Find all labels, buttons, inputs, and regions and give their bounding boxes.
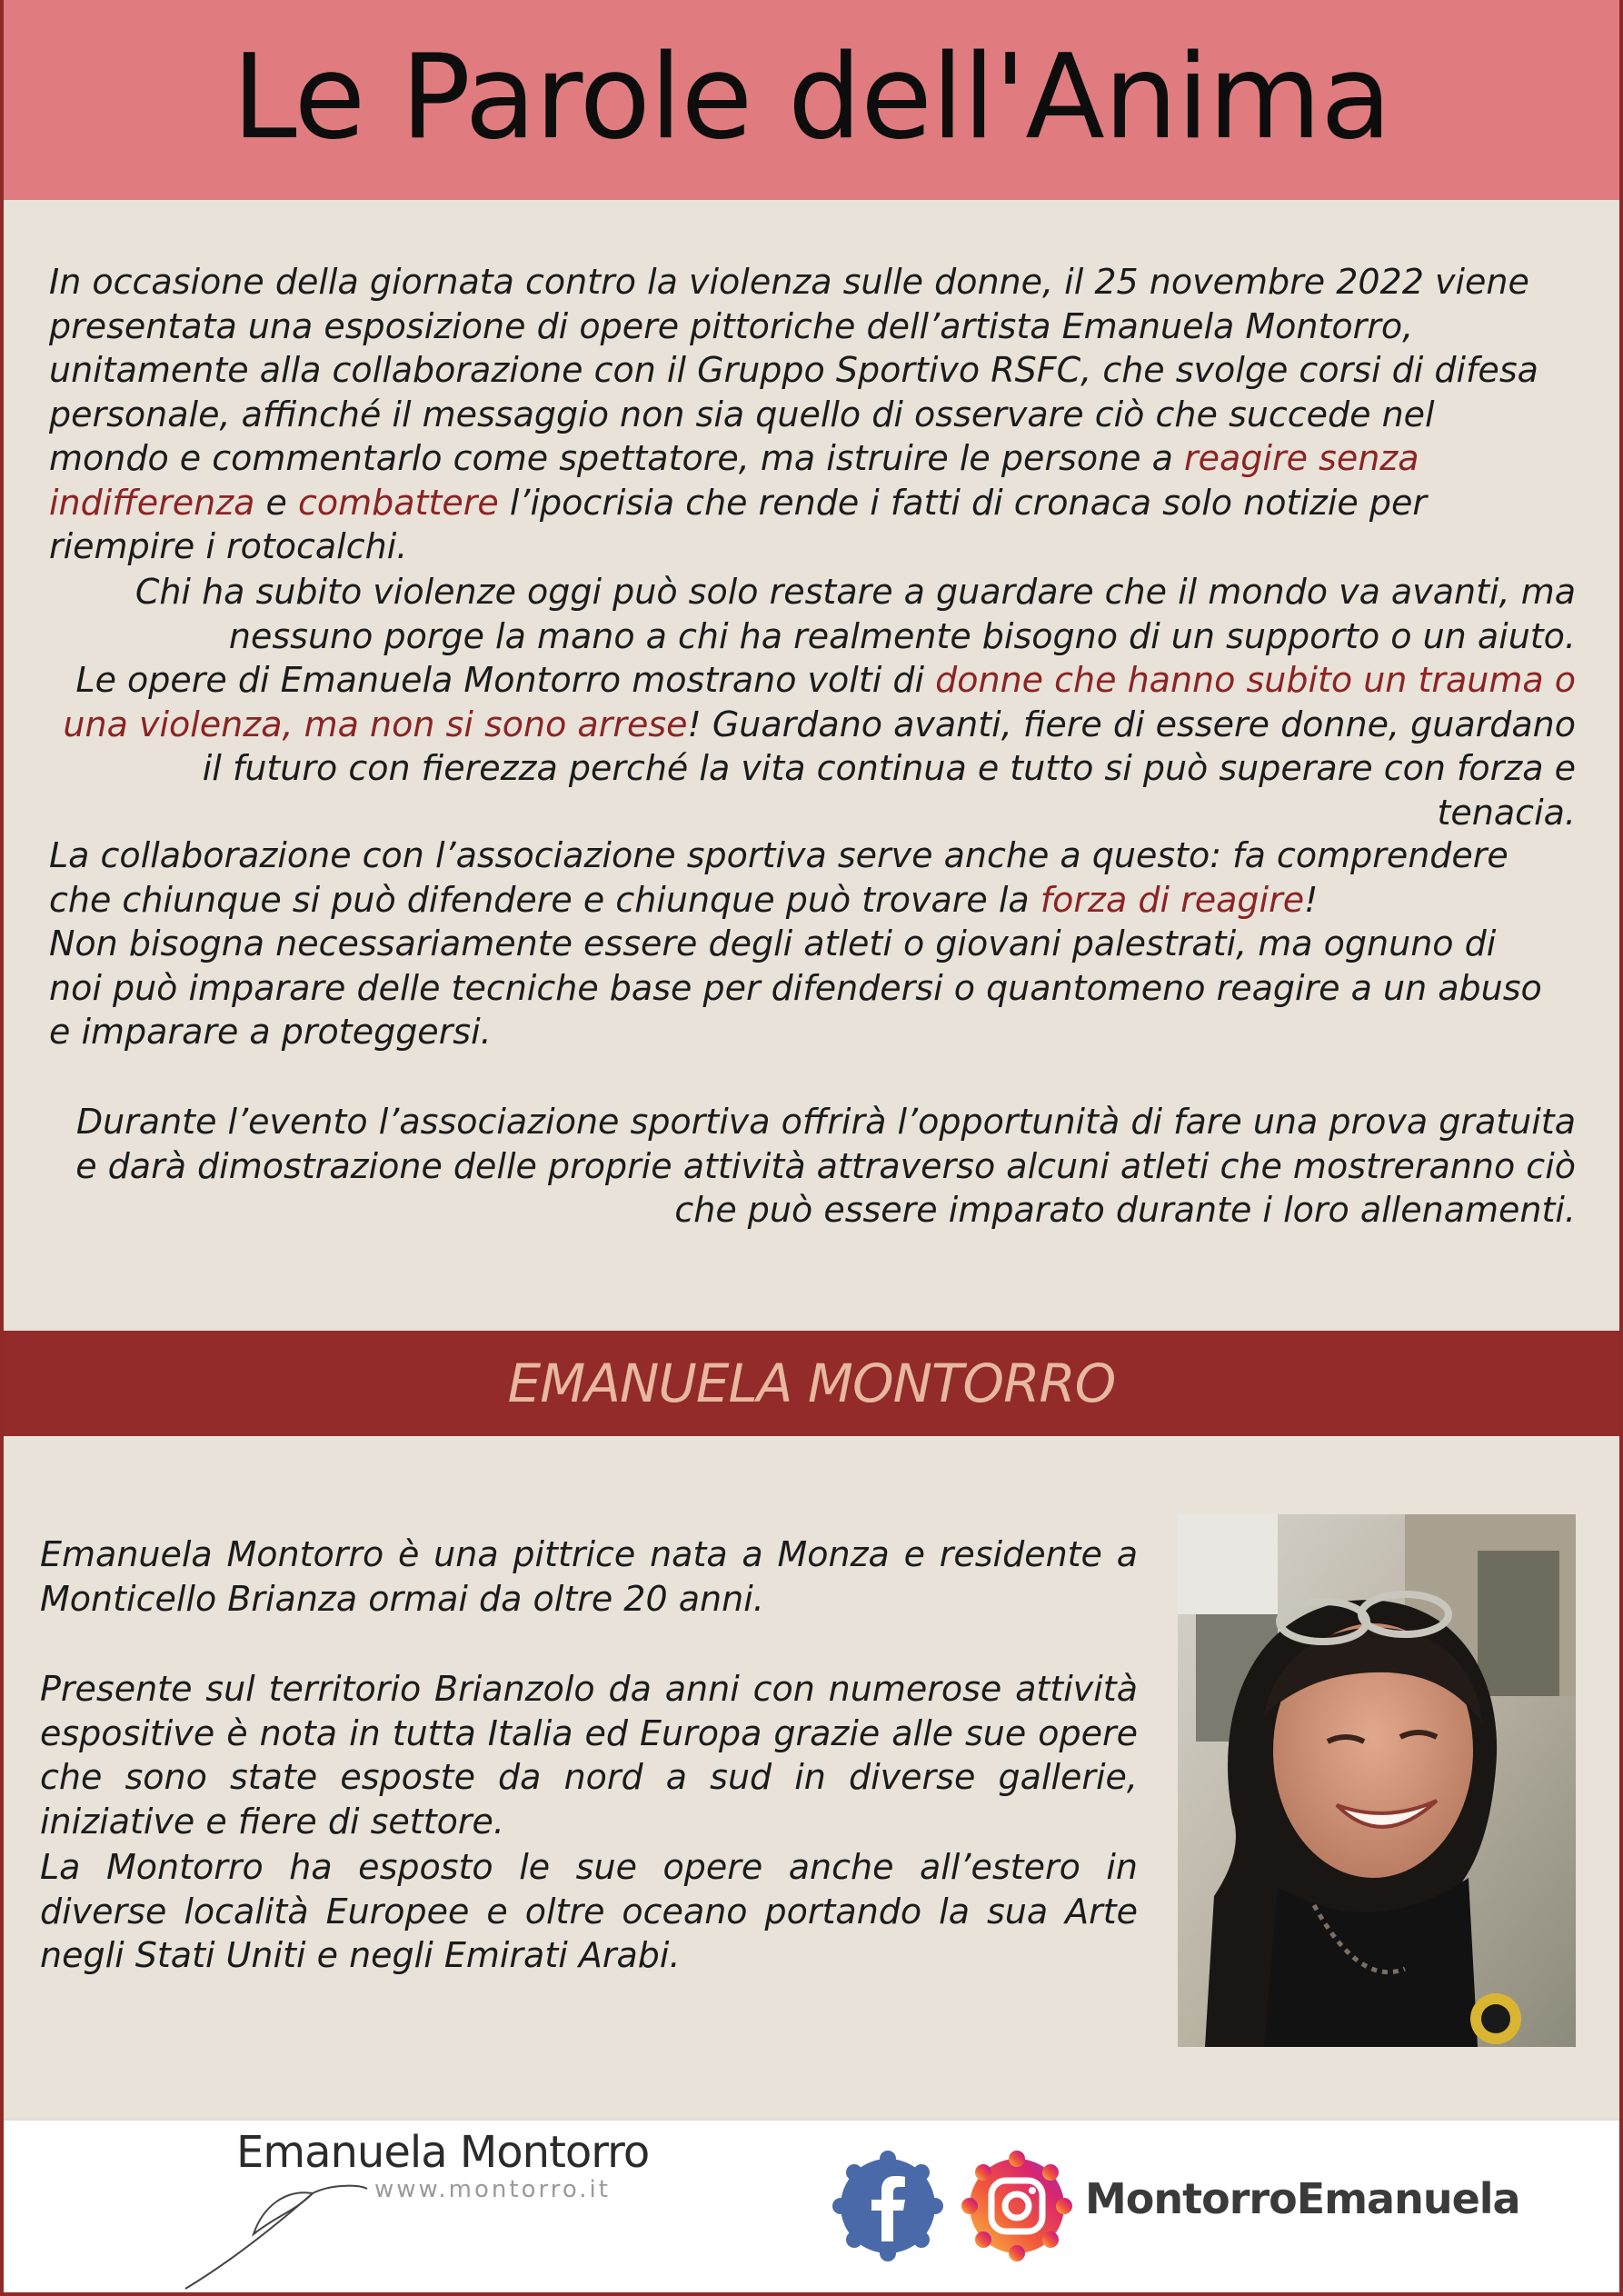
intro-paragraph-3	[49, 834, 1558, 1054]
portrait-image	[1178, 1514, 1576, 2047]
page-title: Le Parole dell'Anima	[232, 29, 1391, 165]
highlight-text: forza di reagire	[1040, 879, 1305, 920]
bio-paragraph-3: La Montorro ha esposto le sue opere anche all’estero in diverse località Europee e oltre oceano portando la sua Arte negli Stati Uniti e negli Emirati Arabi.	[40, 1847, 1138, 1975]
highlight-text: donne che hanno subito un trauma o una violenza, ma non si sono arrese	[63, 660, 1576, 744]
text-span: e	[254, 482, 298, 523]
quill-logo-icon	[176, 2161, 376, 2296]
title-band	[4, 0, 1619, 200]
text-span: La collaborazione con l’associazione sportiva serve anche a questo: fa comprendere che chiunque si può difendere e chiunque può trovare la	[49, 835, 1508, 920]
highlight-text: reagire senza indifferenza	[49, 438, 1419, 523]
artist-photo	[1178, 1514, 1576, 2047]
website-link[interactable]: www.montorro.it	[374, 2176, 611, 2203]
intro-paragraph-1	[49, 260, 1539, 569]
text-span: l’ipocrisia che rende i fatti di cronaca solo notizie per riempire i rotocalchi.	[49, 482, 1427, 566]
text-span: Non bisogna necessariamente essere degli atleti o giovani palestrati, ma ognuno di noi può imparare delle tecniche base per difendersi o quantomeno reagire a un abuso e imparare a proteggersi.	[49, 923, 1542, 1052]
text-span: Le opere di Emanuela Montorro mostrano volti di	[75, 660, 936, 700]
bio-paragraph-1: Emanuela Montorro è una pittrice nata a Monza e residente a Monticello Brianza ormai da oltre 20 anni.	[40, 1534, 1138, 1619]
logo-name: Emanuela Montorro	[236, 2127, 650, 2178]
text-span: ! Guardano avanti, fiere di essere donne, guardano il futuro con fierezza perché la vita continua e tutto si può superare con forza e tenacia.	[202, 704, 1576, 833]
text-span: Chi ha subito violenze oggi può solo restare a guardare che il mondo va avanti, ma nessuno porge la mano a chi ha realmente bisogno di un supporto o un aiuto.	[134, 572, 1576, 656]
highlight-text: combattere	[298, 482, 499, 523]
intro-paragraph-2	[58, 570, 1576, 834]
bio-paragraph-2: Presente sul territorio Brianzolo da anni con numerose attività espositive è nota in tutta Italia ed Europa grazie alle sue opere che sono state esposte da nord a sud in diverse gallerie, iniziative e fiere di settore.	[40, 1669, 1138, 1842]
social-handle[interactable]: MontorroEmanuela	[1085, 2174, 1520, 2223]
text-span: In occasione della giornata contro la violenza sulle donne, il 25 novembre 2022 viene presentata una esposizione di opere pittoriche dell’artista Emanuela Montorro, unitamente alla collaborazione con il Gruppo Sportivo RSFC, che svolge corsi di difesa personale, affinché il messaggio non sia quello di osservare ciò che succede nel mondo e commentarlo come spettatore, ma istruire le persone a	[49, 262, 1538, 478]
text-span: !	[1304, 879, 1319, 920]
artist-heading: EMANUELA MONTORRO	[507, 1353, 1116, 1414]
intro-paragraph-4: Durante l’evento l’associazione sportiva offrirà l’opportunità di fare una prova gratuita e darà dimostrazione delle proprie attività attraverso alcuni atleti che mostreranno ciò che può essere imparato durante i loro allenamenti.	[75, 1102, 1576, 1230]
facebook-icon[interactable]	[832, 2151, 943, 2261]
instagram-icon[interactable]	[961, 2151, 1072, 2261]
artist-heading-band	[4, 1331, 1619, 1436]
